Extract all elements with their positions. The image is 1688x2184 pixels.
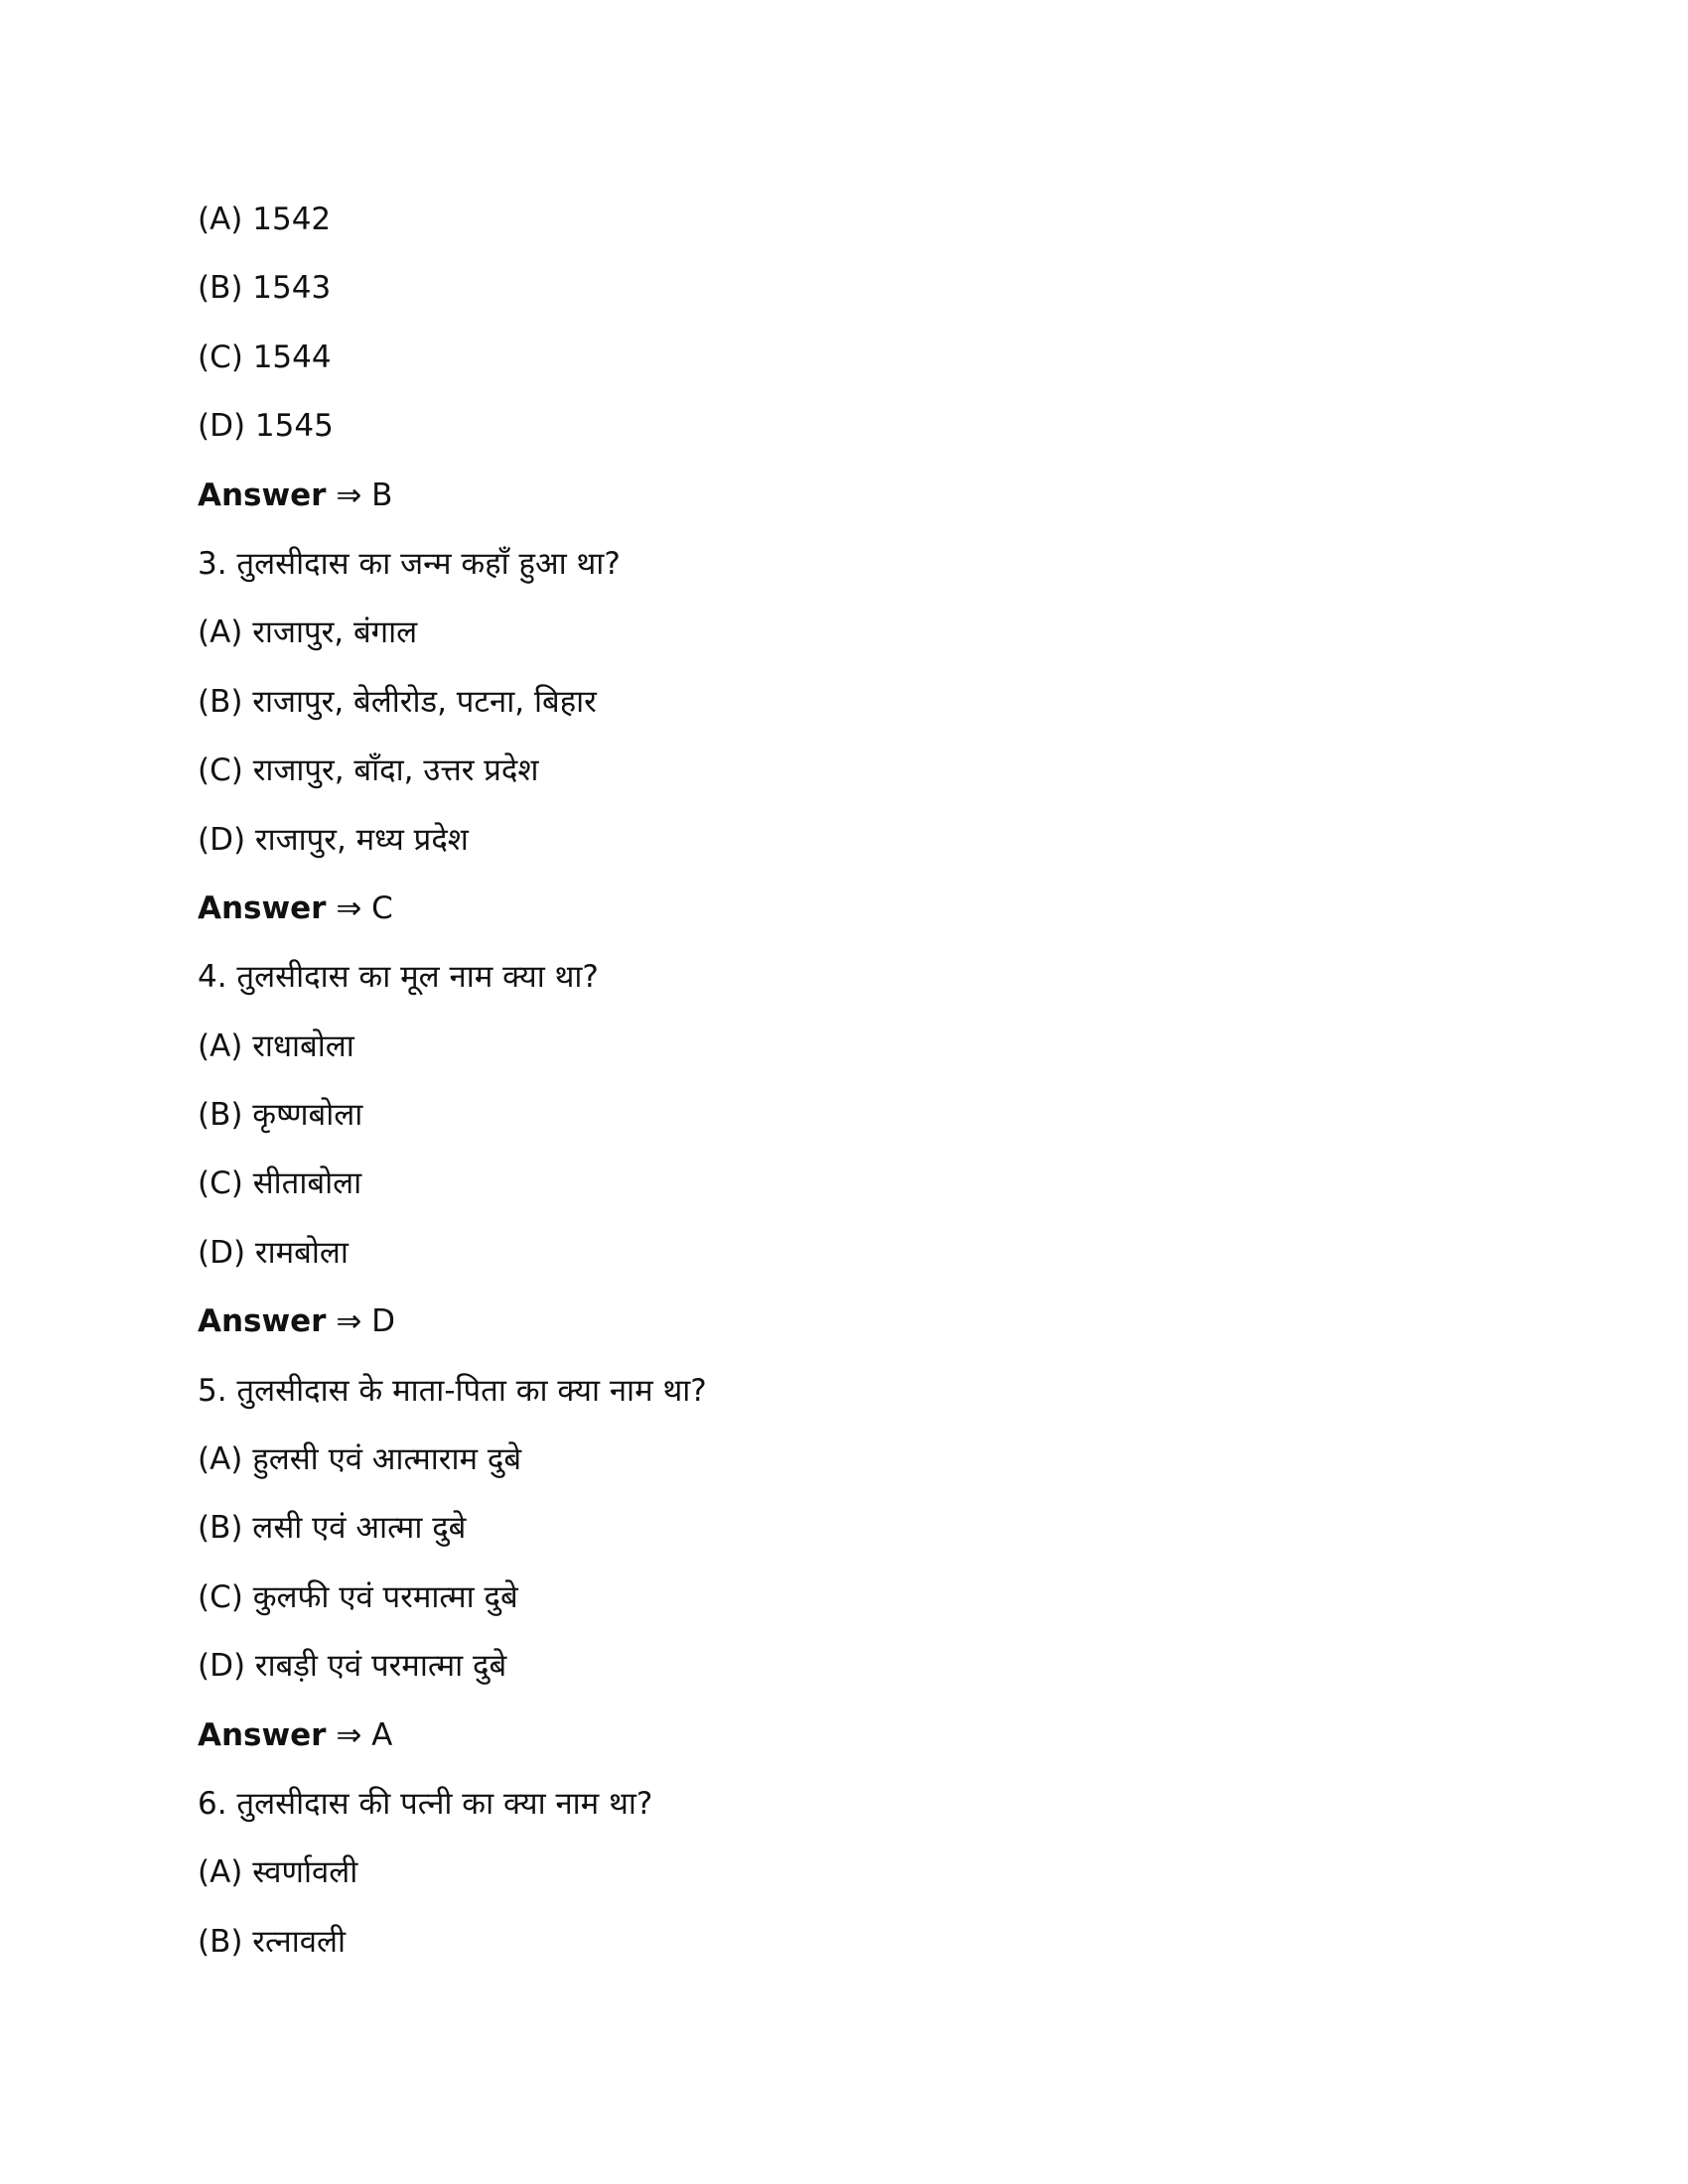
option: (C) कुलफी एवं परमात्मा दुबे — [198, 1578, 518, 1615]
answer-label: Answer — [198, 889, 327, 926]
option: (D) राबड़ी एवं परमात्मा दुबे — [198, 1648, 507, 1685]
option: (D) राजापुर, मध्य प्रदेश — [198, 821, 469, 858]
option: (A) राजापुर, बंगाल — [198, 614, 418, 651]
arrow: ⇒ — [336, 477, 362, 513]
answer-value: D — [371, 1303, 396, 1340]
answer-value: C — [371, 889, 393, 926]
option: (B) कृष्णबोला — [198, 1097, 363, 1134]
option: (C) 1544 — [198, 339, 332, 375]
question: 4. तुलसीदास का मूल नाम क्या था? — [198, 959, 599, 996]
option: (D) रामबोला — [198, 1234, 349, 1271]
answer-line — [198, 1702, 707, 1770]
question: 6. तुलसीदास की पत्नी का क्या नाम था? — [198, 1785, 653, 1822]
arrow: ⇒ — [336, 1303, 362, 1340]
answer-line — [198, 462, 707, 530]
option: (A) 1542 — [198, 202, 332, 237]
answer-label: Answer — [198, 1716, 327, 1753]
answer-value: B — [371, 477, 393, 513]
option: (B) 1543 — [198, 270, 332, 307]
option: (B) राजापुर, बेलीरोड, पटना, बिहार — [198, 683, 597, 720]
answer-label: Answer — [198, 1303, 327, 1340]
quiz-document — [198, 186, 707, 1977]
option: (A) स्वर्णावली — [198, 1854, 358, 1891]
option: (C) राजापुर, बाँदा, उत्तर प्रदेश — [198, 752, 539, 789]
question: 3. तुलसीदास का जन्म कहाँ हुआ था? — [198, 545, 621, 582]
answer-value: A — [371, 1716, 393, 1753]
option: (B) रत्नावली — [198, 1923, 347, 1960]
option: (A) राधाबोला — [198, 1027, 354, 1064]
answer-label: Answer — [198, 477, 327, 513]
arrow: ⇒ — [336, 1716, 362, 1753]
option: (A) हुलसी एवं आत्माराम दुबे — [198, 1441, 522, 1478]
option: (D) 1545 — [198, 408, 334, 445]
option: (B) लसी एवं आत्मा दुबे — [198, 1510, 467, 1547]
answer-line — [198, 1288, 707, 1356]
option: (C) सीताबोला — [198, 1165, 362, 1202]
arrow: ⇒ — [336, 889, 362, 926]
question: 5. तुलसीदास के माता-पिता का क्या नाम था? — [198, 1372, 707, 1409]
answer-line — [198, 875, 707, 943]
